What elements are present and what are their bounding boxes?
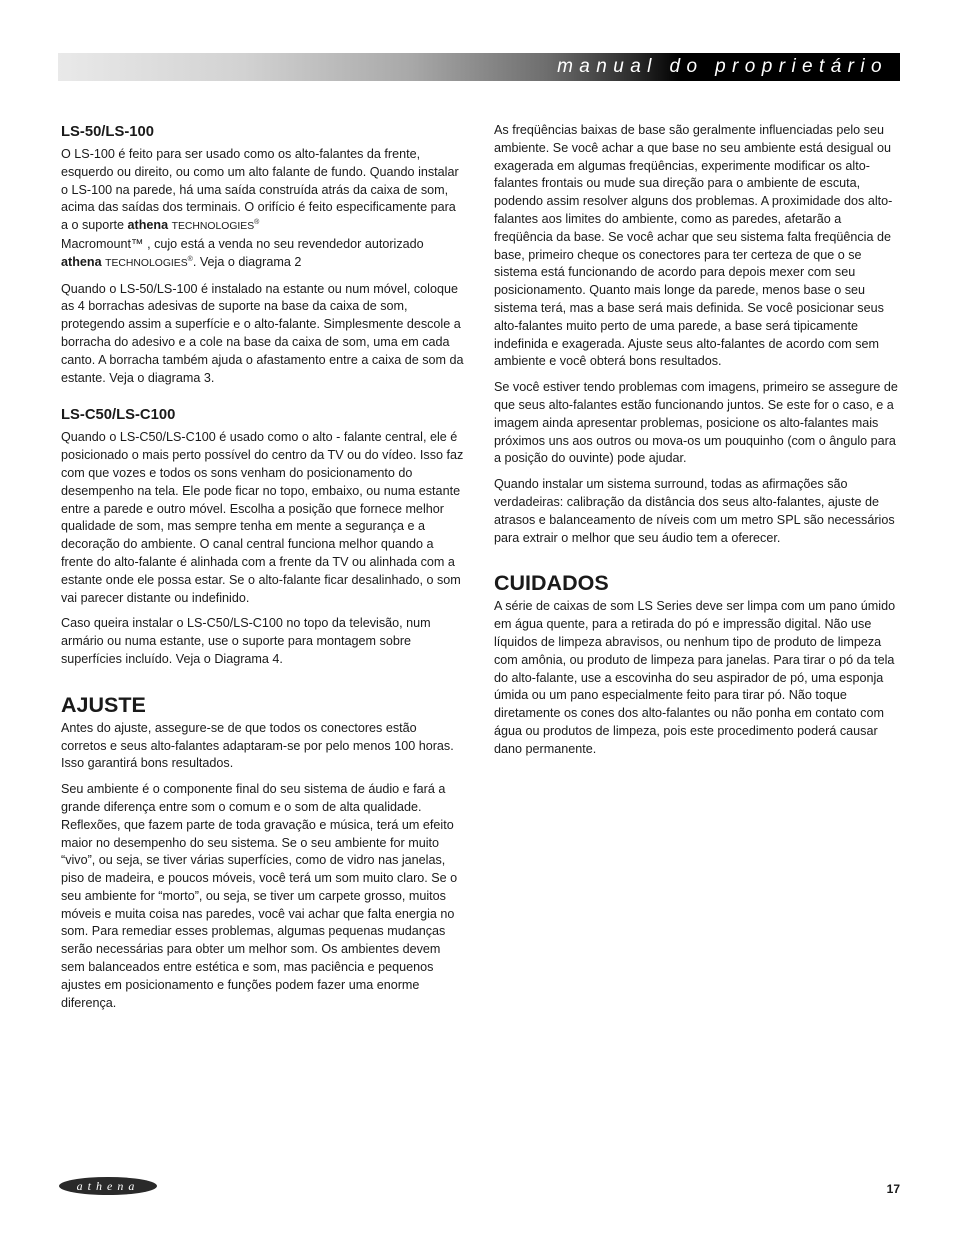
paragraph: Quando o LS-C50/LS-C100 é usado como o alto - falante central, ele é posicionado o mais perto possível do centro da TV ou do vídeo. Isso faz com que vozes e todos os sons venham do posicionamento do desempenho na tela. Ele pode ficar no topo, embaixo, ou numa estante entre a parede e outro móvel. Escolha a posição que fornece melhor qualidade de som, mas sempre tenha em mente a segurança e a decoração do ambiente. O canal central funciona melhor quando a frente do alto-falante é alinhada com a frente da TV ou alinhada com a estante onde ele possa estar. Se o alto-falante ficar desalinhado, o som vai parecer distante ou indefinido.: [61, 430, 464, 605]
paragraph: As freqüências baixas de base são geralmente influenciadas pelo seu ambiente. Se você achar a que base no seu ambiente está desigual ou exagerada em algumas freqüências, experimente modificar os alto-falantes frontais ou mude sua direção para o ambiente de escuta, podendo assim resolver alguns dos problemas. A proximidade dos alto-falantes aos limites do ambiente, como as paredes, afetarão a freqüência da base. Se você achar que seu sistema falta freqüência de base, primeiro cheque os conectores para ter certeza de que o se sistema está funcionando de acordo para depois mexer com seu posicionamento. Quanto mais longe da parede, menos base o seu sistema terá, mas a base será mais definida. Se você posicionar seus alto-falantes muito perto de uma parede, a base será tipicamente indefinida e exagerada. Ajuste seus alto-falantes de acordo com sem ambiente e você obterá bons resultados.: [494, 123, 893, 369]
paragraph: A série de caixas de som LS Series deve ser limpa com um pano úmido em água quente, para a retirada do pó e impressão digital. Não use líquidos de limpeza abravisos, ou nenhum tipo de produto de limpeza com amônia, ou produto de limpeza para janelas. Para tirar o pó da tela do alto-falante, use a escovinha do seu aspirador de pó, uma esponja úmida ou um pano especialmente feito para tirar pó. Não toque diretamente os cones dos alto-falantes ou não ponha em contato com água ou produtos de limpeza, pois este procedimento poderá causar dano permanente.: [494, 599, 896, 756]
section-title-ajuste: AJUSTE: [61, 692, 146, 717]
right-column: [494, 122, 900, 767]
brand-technologies: TECHNOLOGIES: [105, 257, 188, 269]
paragraph: Quando instalar um sistema surround, todas as afirmações são verdadeiras: calibração da distância dos seus alto-falantes, ajuste de atrasos e balanceamento de níveis com um metro SPL são necessários para extrair o melhor que seu áudio tem a oferecer.: [494, 477, 895, 545]
header-bar: [58, 53, 900, 81]
brand-name: athena: [61, 254, 102, 269]
brand-name: athena: [127, 218, 169, 233]
left-column: [61, 122, 465, 1020]
page-number: 17: [886, 1182, 900, 1196]
logo-text: athena: [76, 1179, 140, 1193]
section-title-lsc50: LS-C50/LS-C100: [61, 407, 176, 424]
paragraph: Antes do ajuste, assegure-se de que todos os conectores estão corretos e seus alto-falantes adaptaram-se por pelo menos 100 horas. Isso garantirá bons resultados.: [61, 720, 454, 771]
athena-logo: [58, 1176, 158, 1196]
paragraph: Seu ambiente é o componente final do seu sistema de áudio e fará a grande diferença entre som o comum e o som de alta qualidade. Reflexões, que fazem parte de toda gravação e música, terá um efeito maior no desempenho do seu sistema. Se o seu ambiente for muito “vivo”, ou seja, se tiver várias superfícies, como de vidro nas janelas, piso de madeira, e poucos móveis, você terá um som muito claro. Se o seu ambiente for “morto”, ou seja, se tiver um carpete grosso, muitos móveis e muita coisa nas paredes, você vai achar que falta energia no som. Para remediar esses problemas, algumas pequenas mudanças serão necessárias para obter um melhor som. Os ambientes devem sem balanceados entre estética e som, mas paciência e pequenos ajustes em posicionamento e funções podem fazer uma enorme diferença.: [61, 782, 458, 1010]
paragraph: Quando o LS-50/LS-100 é instalado na estante ou num móvel, coloque as 4 borrachas adesivas de suporte na base da caixa de som, protegendo assim a superfície e o alto-falante. Simplesmente descole a borracha do adesivo e a cole na base da caixa de som, uma em cada canto. A borracha também ajuda o afastamento entre a caixa de som da estante. Veja o diagrama 3.: [61, 281, 464, 385]
section-title-cuidados: CUIDADOS: [494, 571, 609, 596]
paragraph: Se você estiver tendo problemas com imagens, primeiro se assegure de que seus alto-falantes estão funcionando juntos. Se este for o caso, e a imagem ainda apresentar problemas, posicione os alto-falantes mais próximos uns aos outros ou mova-os um pouquinho (com o ângulo para a posição do ouvinte) pode ajudar.: [494, 380, 898, 466]
header-title: manual do proprietário: [557, 56, 888, 77]
paragraph: Caso queira instalar o LS-C50/LS-C100 no topo da televisão, num armário ou numa estante, use o suporte para montagem sobre superfícies incluído. Veja o Diagrama 4.: [61, 616, 431, 666]
brand-technologies: TECHNOLOGIES: [171, 221, 255, 233]
paragraph: O LS-100 é feito para ser usado como os alto-falantes da frente, esquerdo ou direito, ou como um alto falante de fundo. Quando instalar o LS-100 na parede, há uma saída construída atrás da caixa de som, acima das saídas dos terminais. O orifício é feito especificamente para a o suporte athena TECHNOLOGIES® Macromount™ , cujo está a venda no seu revendedor autorizado athena TECHNOLOGIES®. Veja o diagrama 2: [61, 147, 459, 269]
section-title-ls50: LS-50/LS-100: [61, 124, 154, 140]
